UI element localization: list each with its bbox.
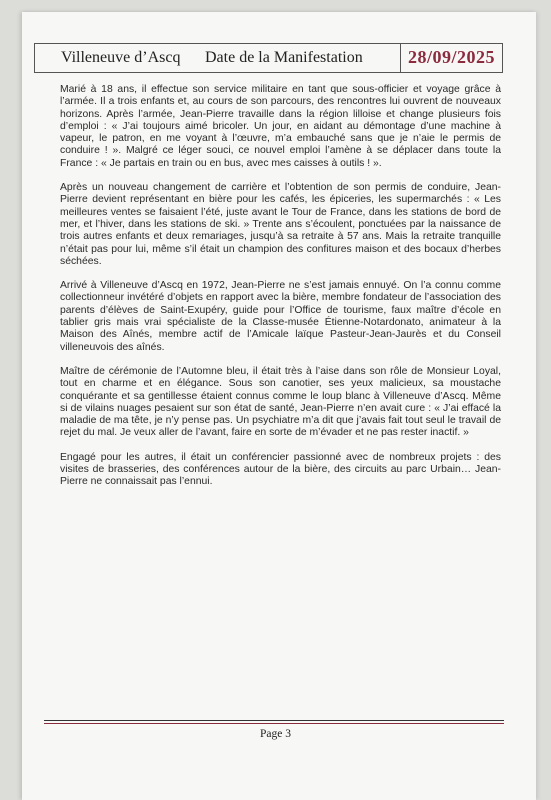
page-header bbox=[34, 43, 503, 73]
paragraph: Après un nouveau changement de carrière et l’obtention de son permis de conduire, Jean-Pierre devient représentant en bière pour les cafés, les épiceries, les supermarchés : « Les meilleures ventes se faisaient l’été, juste avant le Tour de France, dans les stations de bord de mer, et l’hiver, dans les stations de ski. » Trente ans s’écoulent, ponctuées par la naissance de trois autres enfants et deux remariages, jusqu’à sa retraite à 57 ans. Mais la retraite tranquille n’était pas pour lui, même s’il était un champion des confitures maison et des bocaux d’herbes séchées. bbox=[60, 182, 501, 267]
footer-rule-dark bbox=[44, 720, 504, 721]
footer-rule-accent bbox=[44, 723, 504, 724]
footer-divider bbox=[44, 720, 504, 726]
header-event-label: Date de la Manifestation bbox=[205, 49, 363, 66]
paragraph: Engagé pour les autres, il était un conférencier passionné avec de nombreux projets : des visites de brasseries, des conférences autour de la bière, des circuits au parc Urbain… Jean-Pierre ne connaissait pas l’ennui. bbox=[60, 451, 501, 488]
page-number: Page 3 bbox=[260, 728, 291, 740]
paragraph: Maître de cérémonie de l’Automne bleu, il était très à l’aise dans son rôle de Monsieur Loyal, tout en charme et en élégance. Sous son canotier, ses yeux malicieux, sa moustache conquérante et sa gentillesse étaient connus comme le loup blanc à Villeneuve d’Ascq. Même si de vilains nuages pesaient sur son état de santé, Jean-Pierre n’en avait cure : « J’ai effacé la maladie de ma tête, je n’y pense pas. Un psychiatre m’a dit que j’avais fait tout seul le travail de rejet du mal. Je veux aller de l’avant, faire en sorte de m’évader et ne pas rester inactif. » bbox=[60, 365, 501, 439]
paragraph: Marié à 18 ans, il effectue son service militaire en tant que sous-officier et voyage grâce à l’armée. Il a trois enfants et, au cours de son parcours, des rencontres lui ouvrent de nouveaux horizons. Après l’armée, Jean-Pierre travaille dans la région lilloise et change plusieurs fois d’emploi : « J’ai toujours aimé bricoler. Un jour, en aidant au démontage d’une machine à vapeur, le patron, en me voyant à l’œuvre, m’a embauché sans que je n’aie le permis de conduire ! ». Malgré ce léger souci, ce nouvel emploi l’amène à se déplacer dans toute la France : « Je partais en train ou en bus, avec mes caisses à outils ! ». bbox=[60, 84, 501, 169]
header-date: 28/09/2025 bbox=[400, 43, 503, 73]
article-body bbox=[60, 84, 501, 501]
paragraph: Arrivé à Villeneuve d’Ascq en 1972, Jean-Pierre ne s’est jamais ennuyé. On l’a connu comme collectionneur invétéré d’objets en rapport avec la bière, membre fondateur de l’association des parents d’élèves de Saint-Exupéry, guide pour l’Office de tourisme, faux maître d’école en tablier gris mais vrai spécialiste de la Classe-musée Étienne-Notardonato, animateur à la Maison des Aînés, membre actif de l’Amicale laïque Pasteur-Jean-Jaurès et du Conseil villeneuvois des aînés. bbox=[60, 280, 501, 353]
header-city: Villeneuve d’Ascq bbox=[61, 49, 181, 66]
